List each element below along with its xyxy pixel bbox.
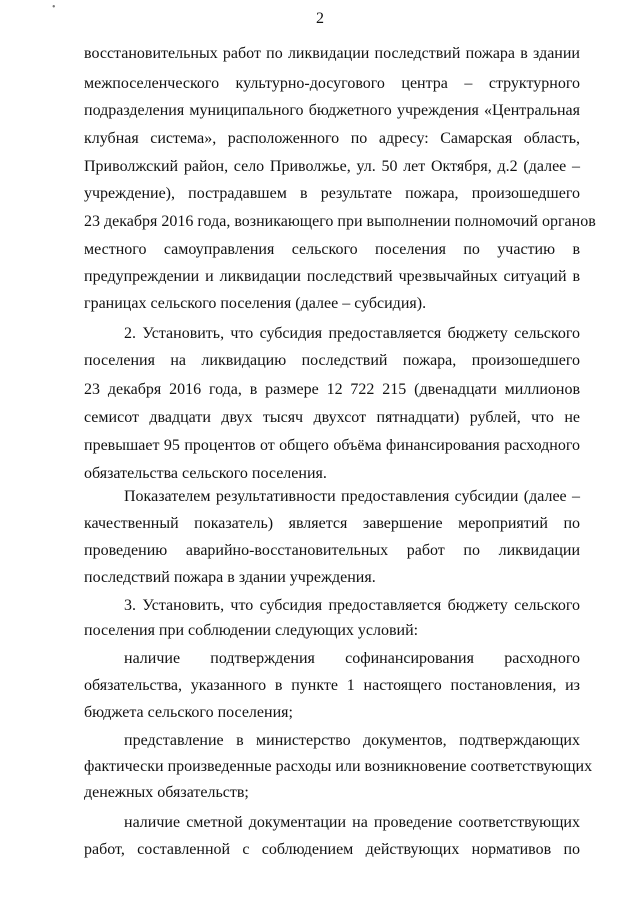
text-line: клубная система», расположенного по адресу: Самарская область, [84,130,580,147]
text-line: поселения на ликвидацию последствий пожара, произошедшего [84,352,580,369]
text-line: подразделения муниципального бюджетного учреждения «Центральная [84,102,580,119]
text-line: фактически произведенные расходы или возникновение соответствующих [84,758,593,775]
text-line: представление в министерство документов, подтверждающих [124,732,580,749]
text-line: восстановительных работ по ликвидации последствий пожара в здании [84,45,580,62]
text-line: поселения при соблюдении следующих условий: [84,622,419,639]
text-line: наличие подтверждения софинансирования расходного [124,650,580,667]
text-line: 2. Установить, что субсидия предоставляется бюджету сельского [124,325,580,342]
text-line: наличие сметной документации на проведение соответствующих [124,814,580,831]
text-line: местного самоуправления сельского поселения по участию в [84,241,580,258]
corner-mark: • [52,2,56,13]
text-line: 23 декабря 2016 года, возникающего при выполнении полномочий органов [84,213,596,230]
text-line: Показателем результативности предоставления субсидии (далее – [124,488,580,505]
text-line: качественный показатель) является завершение мероприятий по [84,515,580,532]
text-line: межпоселенческого культурно-досугового центра – структурного [84,75,580,92]
text-line: обязательства сельского поселения. [84,465,327,482]
page-number: 2 [316,10,324,27]
text-line: 23 декабря 2016 года, в размере 12 722 215 (двенадцати миллионов [84,381,580,398]
text-line: работ, составленной с соблюдением действующих нормативов по [84,841,580,858]
text-line: денежных обязательств; [84,784,249,801]
text-line: бюджета сельского поселения; [84,704,293,721]
text-line: учреждение), пострадавшем в результате пожара, произошедшего [84,185,580,202]
text-line: семисот двадцати двух тысяч двухсот пятнадцати) рублей, что не [84,409,580,426]
text-line: последствий пожара в здании учреждения. [84,569,376,586]
text-line: превышает 95 процентов от общего объёма финансирования расходного [84,437,580,454]
text-line: проведению аварийно-восстановительных работ по ликвидации [84,542,580,559]
text-line: обязательства, указанного в пункте 1 настоящего постановления, из [84,677,580,694]
text-line: границах сельского поселения (далее – субсидия). [84,295,427,312]
text-line: 3. Установить, что субсидия предоставляется бюджету сельского [124,597,580,614]
text-line: Приволжский район, село Приволжье, ул. 50 лет Октября, д.2 (далее – [84,158,580,175]
text-line: предупреждении и ликвидации последствий чрезвычайных ситуаций в [84,268,580,285]
